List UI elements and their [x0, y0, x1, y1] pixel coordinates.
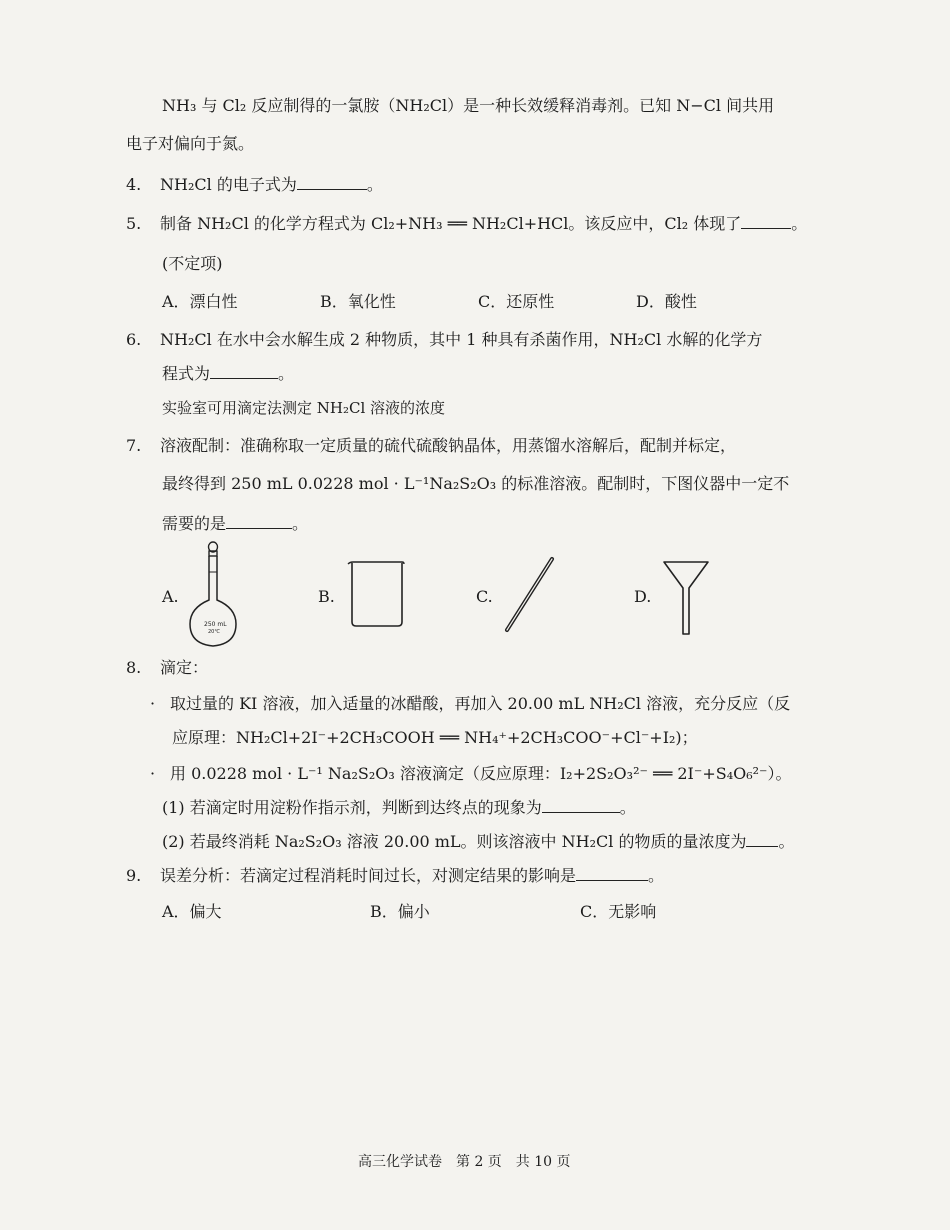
question-9: [126, 866, 664, 886]
question-end: 。: [278, 364, 295, 383]
question-6: [126, 330, 762, 350]
apparatus-label-d[interactable]: D.: [634, 587, 652, 606]
question-end: 。: [648, 866, 665, 885]
q8-sub-2: [162, 832, 794, 852]
flask-temp-text: 20℃: [208, 629, 220, 635]
q5-option-c[interactable]: C．还原性: [478, 292, 555, 311]
q8-step-1-line-2: 应原理：NH₂Cl+2I⁻+2CH₃COOH ══ NH₄⁺+2CH₃COO⁻+Cl⁻+I₂)；: [172, 728, 698, 747]
question-end: 。: [619, 798, 636, 817]
question-number: 7.: [126, 436, 142, 455]
q8-sub-1: [162, 798, 636, 818]
answer-blank[interactable]: [746, 832, 778, 847]
question-4: [126, 175, 383, 195]
q9-option-b[interactable]: B．偏小: [370, 902, 430, 921]
intro-line-1: NH₃ 与 Cl₂ 反应制得的一氯胺（NH₂Cl）是一种长效缓释消毒剂。已知 N−Cl 间共用: [162, 96, 775, 115]
q5-option-b[interactable]: B．氧化性: [320, 292, 396, 311]
question-end: 。: [366, 175, 383, 194]
question-text: 误差分析：若滴定过程消耗时间过长，对测定结果的影响是: [160, 866, 577, 885]
intro-line-2: 电子对偏向于氮。: [126, 134, 255, 153]
question-text: 程式为: [162, 364, 211, 383]
question-text: (1) 若滴定时用淀粉作指示剂，判断到达终点的现象为: [162, 798, 542, 817]
answer-blank[interactable]: [297, 175, 367, 190]
answer-blank[interactable]: [226, 514, 292, 529]
answer-blank[interactable]: [210, 364, 278, 379]
question-end: 。: [791, 214, 808, 233]
apparatus-label-c[interactable]: C.: [476, 587, 493, 606]
question-text: 需要的是: [162, 514, 227, 533]
question-text: (2) 若最终消耗 Na₂S₂O₃ 溶液 20.00 mL。则该溶液中 NH₂Cl 的物质的量浓度为: [162, 832, 747, 851]
apparatus-label-b[interactable]: B.: [318, 587, 335, 606]
question-end: 。: [778, 832, 795, 851]
question-7-line-2: 最终得到 250 mL 0.0228 mol · L⁻¹Na₂S₂O₃ 的标准溶液。配制时，下图仪器中一定不: [162, 474, 790, 493]
question-number: 5.: [126, 214, 142, 233]
question-text: 制备 NH₂Cl 的化学方程式为 Cl₂+NH₃ ══ NH₂Cl+HCl。该反应中，Cl₂ 体现了: [160, 214, 742, 233]
question-7: [126, 436, 736, 456]
answer-blank[interactable]: [542, 798, 620, 813]
answer-blank[interactable]: [576, 866, 648, 881]
question-title: 滴定：: [160, 658, 209, 677]
multi-choice-note: (不定项): [162, 254, 223, 273]
question-end: 。: [292, 514, 309, 533]
question-text: NH₂Cl 在水中会水解生成 2 种物质，其中 1 种具有杀菌作用，NH₂Cl 水解的化学方: [160, 330, 763, 349]
answer-blank[interactable]: [741, 214, 791, 229]
question-text: NH₂Cl 的电子式为: [160, 175, 297, 194]
question-7-line-3: [162, 514, 308, 534]
question-text: 溶液配制：准确称取一定质量的硫代硫酸钠晶体，用蒸馏水溶解后，配制并标定，: [160, 436, 737, 455]
page-footer: 高三化学试卷 第 2 页 共 10 页: [358, 1154, 571, 1170]
question-number: 4.: [126, 175, 142, 194]
bullet-2: ·: [150, 764, 156, 783]
question-number: 6.: [126, 330, 142, 349]
apparatus-label-a[interactable]: A.: [162, 587, 179, 606]
q8-step-2: 用 0.0228 mol · L⁻¹ Na₂S₂O₃ 溶液滴定（反应原理：I₂+2S₂O₃²⁻ ══ 2I⁻+S₄O₆²⁻）。: [170, 764, 792, 783]
question-number: 8.: [126, 658, 142, 677]
glass-rod-icon: [500, 556, 560, 634]
q9-option-c[interactable]: C．无影响: [580, 902, 657, 921]
question-6-line-2: [162, 364, 294, 384]
volumetric-flask-icon: [180, 540, 250, 650]
q5-option-a[interactable]: A．漂白性: [162, 292, 238, 311]
beaker-icon: [344, 558, 410, 630]
question-number: 9.: [126, 866, 142, 885]
q8-step-1-line-1: 取过量的 KI 溶液，加入适量的冰醋酸，再加入 20.00 mL NH₂Cl 溶液，充分反应（反: [170, 694, 791, 713]
question-5: [126, 214, 807, 234]
funnel-icon: [662, 558, 712, 638]
lab-note: 实验室可用滴定法测定 NH₂Cl 溶液的浓度: [162, 399, 446, 417]
flask-volume-text: 250 mL: [204, 621, 227, 628]
bullet-1: ·: [150, 694, 156, 713]
q5-option-d[interactable]: D．酸性: [636, 292, 697, 311]
question-8: [126, 658, 208, 678]
q9-option-a[interactable]: A．偏大: [162, 902, 222, 921]
